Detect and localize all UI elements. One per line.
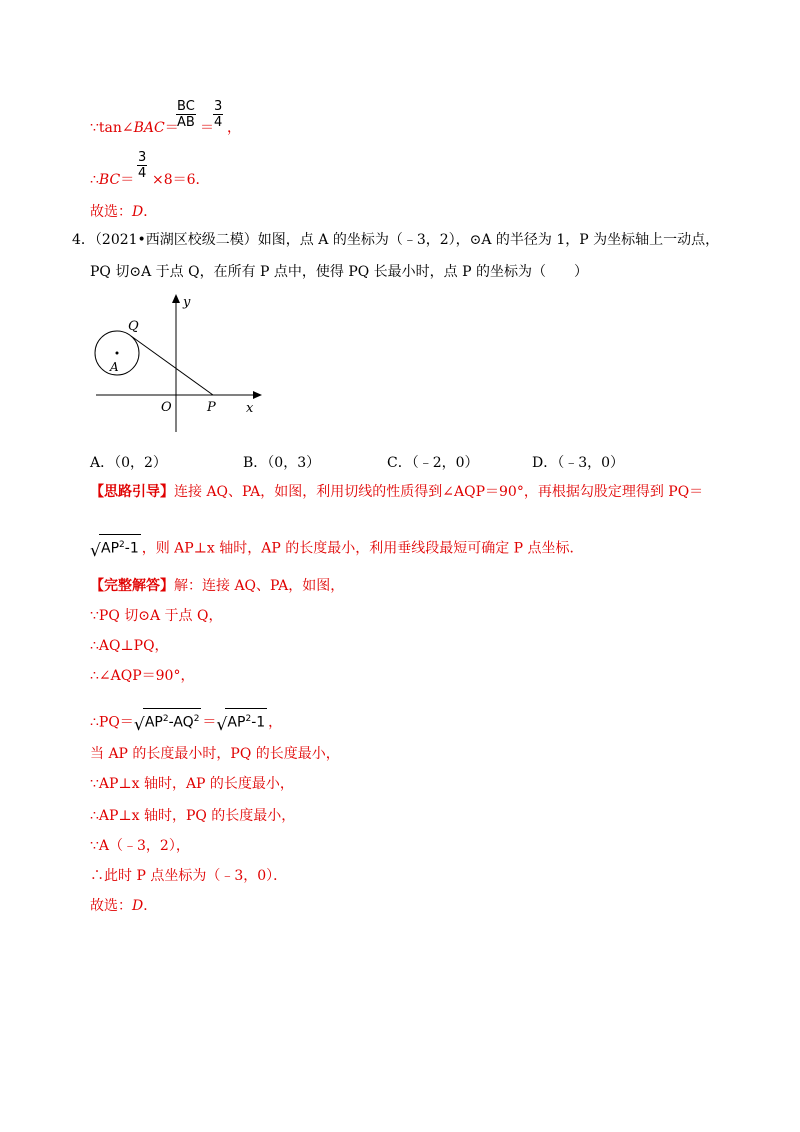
solution-line-4: ∴∠AQP＝90°，: [90, 668, 195, 684]
y-axis-arrow: [172, 294, 180, 303]
bc-line: ∴BC＝: [90, 172, 135, 188]
x-axis-arrow: [253, 391, 262, 399]
tan-eq2: ＝: [200, 120, 214, 136]
solution-line-2: ∵PQ 切⊙A 于点 Q，: [90, 608, 223, 624]
solution-line-7: ∵AP⊥x 轴时，AP 的长度最小，: [90, 776, 294, 792]
option-d: D．（﹣3，0）: [532, 455, 625, 471]
label-o: O: [161, 400, 172, 415]
hint-line-1: 【思路引导】连接 AQ、PA，如图，利用切线的性质得到∠AQP＝90°，再根据勾股定理得到 PQ＝: [90, 484, 704, 500]
solution-line-6: 当 AP 的长度最小时，PQ 的长度最小，: [90, 746, 340, 762]
center-a-point: [116, 352, 119, 355]
prev-answer: 故选：D．: [90, 204, 158, 220]
tan-line: ∵tan∠BAC＝: [90, 120, 179, 136]
bc-tail: ×8＝6．: [152, 172, 210, 188]
label-p: P: [207, 400, 216, 415]
sqrt-ap2-aq2: √ $AP^2-AQ^2$: [134, 708, 202, 733]
solution-line-9: ∵A（﹣3，2），: [90, 838, 190, 854]
fraction-3-4: $\frac{3}{4}$: [214, 99, 223, 130]
tan-comma: ，: [227, 120, 241, 136]
coordinate-figure: [88, 292, 268, 437]
sqrt-ap2-1-second: √ $AP^2-1$: [216, 708, 267, 733]
solution-answer: 故选：D．: [90, 898, 158, 914]
hint-line-2: √ $AP^2-1$ ，则 AP⊥x 轴时，AP 的长度最小，利用垂线段最短可确定 P 点坐标．: [90, 534, 584, 559]
label-y: y: [183, 295, 191, 310]
solution-line-8: ∴AP⊥x 轴时，PQ 的长度最小，: [90, 808, 296, 824]
option-a: A．（0，2）: [90, 455, 167, 471]
solution-line-3: ∴AQ⊥PQ，: [90, 638, 169, 654]
label-x: x: [246, 401, 254, 416]
label-q: Q: [128, 319, 139, 334]
label-a: A: [110, 360, 119, 374]
solution-line-5: ∴PQ＝ √ $AP^2-AQ^2$ ＝ √ $AP^2-1$ ，: [90, 708, 282, 733]
fraction-bc-ab: $\frac{BC}{AB}$: [176, 99, 195, 130]
question-line-2: PQ 切⊙A 于点 Q，在所有 P 点中，使得 PQ 长最小时，点 P 的坐标为（ ）: [90, 264, 589, 280]
option-b: B．（0，3）: [243, 455, 321, 471]
solution-line-1: 【完整解答】解：连接 AQ、PA，如图，: [90, 578, 345, 594]
solution-line-10: ∴此时 P 点坐标为（﹣3，0）．: [90, 868, 288, 884]
sqrt-ap2-1: √ $AP^2-1$: [90, 534, 141, 559]
option-c: C．（﹣2，0）: [387, 455, 479, 471]
question-line-1: 4．（2021•西湖区校级二模）如图，点 A 的坐标为（﹣3，2），⊙A 的半径为 1，P 为坐标轴上一动点，: [72, 232, 720, 248]
tangent-pq: [131, 336, 213, 395]
fraction-3-4-second: $\frac{3}{4}$: [138, 150, 147, 181]
